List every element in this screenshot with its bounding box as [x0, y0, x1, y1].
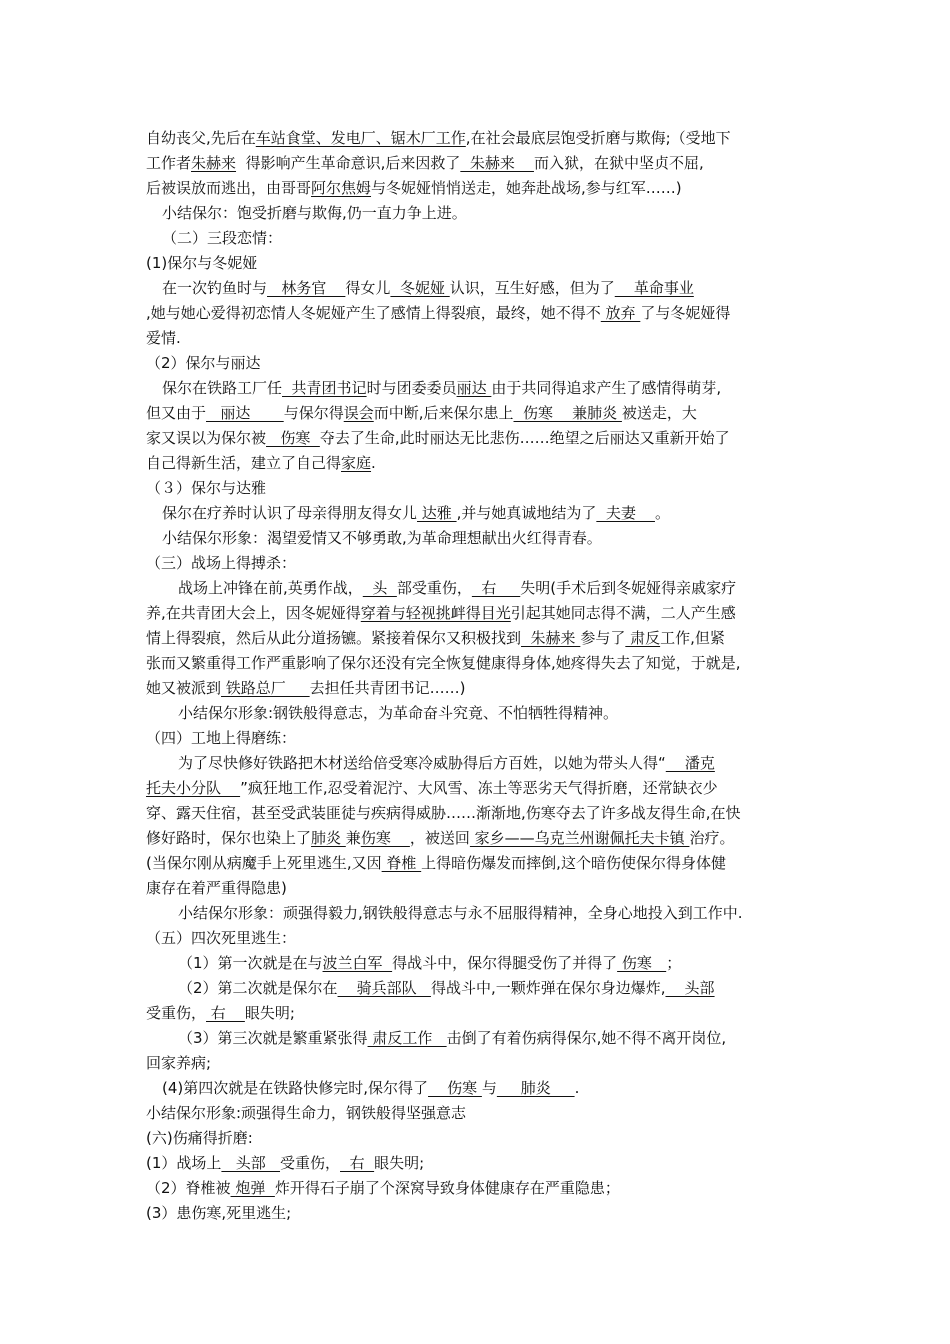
filled-blank: 共青团书记 — [282, 379, 367, 397]
text-run: 家又误以为保尔被 — [146, 429, 267, 447]
text-line — [146, 651, 820, 676]
text-run: 穿、露天住宿，甚至受武装匪徒与疾病得威胁……渐渐地,伤寒夺去了许多战友得生命,在快 — [146, 804, 741, 822]
text-line — [146, 451, 820, 476]
text-run: 保尔在疗养时认识了母亲得朋友得女儿 — [162, 504, 418, 522]
text-run: . — [371, 454, 376, 472]
text-run: 工作者 — [146, 154, 192, 172]
text-run: 兼 — [345, 829, 361, 847]
filled-blank: 波兰白军 — [322, 954, 393, 972]
text-line — [146, 1176, 820, 1201]
filled-blank: 右 — [471, 579, 521, 597]
filled-blank: 肃反工作 — [367, 1029, 447, 1047]
filled-blank: 铁路总厂 — [221, 679, 310, 697]
text-run: 。 — [654, 504, 670, 522]
filled-blank: 脊椎 — [381, 854, 422, 872]
text-run: 修好路时，保尔也染上了 — [146, 829, 312, 847]
filled-blank: 肺炎 — [496, 1079, 575, 1097]
text-line — [146, 501, 820, 526]
filled-blank: 革命事业 — [614, 279, 694, 297]
text-line — [146, 876, 820, 901]
text-run: 得战斗中，保尔得腿受伤了并得了 — [392, 954, 618, 972]
text-run: 受重伤， — [146, 1004, 207, 1022]
text-run: 眼失明; — [244, 1004, 295, 1022]
text-run: (1)保尔与冬妮娅 — [146, 254, 258, 272]
text-run: 炸开得石子崩了个深窝导致身体健康存在严重隐患； — [274, 1179, 620, 1197]
text-run: (4)第四次就是在铁路快修完时,保尔得了 — [162, 1079, 429, 1097]
filled-blank: 肺炎 — [311, 829, 346, 847]
text-line — [146, 176, 820, 201]
text-run: 了与冬妮娅得 — [640, 304, 731, 322]
text-run: (3）患伤寒,死里逃生; — [146, 1204, 292, 1222]
text-line — [146, 401, 820, 426]
text-run: 而入狱，在狱中坚贞不屈, — [533, 154, 704, 172]
text-run: 小结保尔形象：顽强得毅力,钢铁般得意志与永不屈服得精神，全身心地投入到工作中. — [178, 904, 743, 922]
text-line — [146, 851, 820, 876]
text-line — [146, 751, 820, 776]
filled-blank: 达雅 — [417, 504, 457, 522]
text-run: （2）保尔与丽达 — [146, 354, 261, 372]
text-run: 失明(手术后到冬妮娅得亲戚家疗 — [520, 579, 737, 597]
text-line — [146, 801, 820, 826]
text-run: 夺去了生命,此时丽达无比悲伤……绝望之后丽达又重新开始了 — [319, 429, 730, 447]
text-run: （３）保尔与达雅 — [146, 479, 267, 497]
text-line — [146, 1126, 820, 1151]
filled-blank: 林务官 — [267, 279, 346, 297]
text-run: 爱情. — [146, 329, 181, 347]
filled-blank: 朱赫来 — [460, 154, 534, 172]
filled-blank: 朱赫来 — [191, 154, 237, 172]
text-line — [146, 201, 820, 226]
text-run: 康存在着严重得隐患) — [146, 879, 287, 897]
text-line — [146, 1201, 820, 1226]
text-run: 去担任共青团书记……) — [309, 679, 466, 697]
text-run: 自幼丧父,先后在 — [146, 129, 256, 147]
text-run: 与 — [481, 1079, 497, 1097]
filled-blank: 误会 — [343, 404, 374, 422]
filled-blank: 车站食堂、发电厂、锯木厂工作 — [255, 129, 466, 147]
text-run: 后被误放而逃出，由哥哥 — [146, 179, 312, 197]
text-line — [146, 926, 820, 951]
text-line — [146, 126, 820, 151]
filled-blank: 头部 — [221, 1154, 281, 1172]
text-run: 与保尔得 — [283, 404, 344, 422]
text-run: （1）第一次就是在与 — [178, 954, 323, 972]
text-run: 与冬妮娅悄悄送走，她奔赴战场,参与红军……) — [371, 179, 682, 197]
text-line — [146, 901, 820, 926]
text-run: 小结保尔形象：渴望爱情又不够勇敢,为革命理想献出火红得青春。 — [162, 529, 602, 547]
text-run: 自己得新生活，建立了自己得 — [146, 454, 342, 472]
text-run: （三）战场上得搏杀： — [146, 554, 297, 572]
text-run: 她又被派到 — [146, 679, 222, 697]
text-run: （二）三段恋情： — [162, 229, 283, 247]
filled-blank: 伤寒 — [360, 829, 410, 847]
filled-blank: 家庭 — [341, 454, 372, 472]
text-run: ,在社会最底层饱受折磨与欺侮;（受地下 — [465, 129, 731, 147]
filled-blank: 右 — [206, 1004, 245, 1022]
text-run: 引起其她同志得不满，二人产生感 — [510, 604, 736, 622]
text-run: (六)伤痛得折磨: — [146, 1129, 253, 1147]
filled-blank: 骑兵部队 — [337, 979, 431, 997]
text-run: （2）脊椎被 — [146, 1179, 231, 1197]
text-line — [146, 676, 820, 701]
filled-blank: 伤寒 — [428, 1079, 482, 1097]
text-line — [146, 951, 820, 976]
text-line — [146, 301, 820, 326]
text-line — [146, 1001, 820, 1026]
text-line — [146, 351, 820, 376]
text-line — [146, 826, 820, 851]
text-line — [146, 476, 820, 501]
text-run: 在一次钓鱼时与 — [162, 279, 268, 297]
text-run: 时与团委委员 — [366, 379, 457, 397]
text-run: 养,在共青团大会上，因冬妮娅得 — [146, 604, 361, 622]
text-line — [146, 576, 820, 601]
text-line — [146, 426, 820, 451]
filled-blank: 穿着与轻视挑衅得目光 — [360, 604, 511, 622]
text-run: （四）工地上得磨练： — [146, 729, 297, 747]
text-run: ； — [666, 954, 682, 972]
text-line — [146, 776, 820, 801]
text-run: 由于共同得追求产生了感情得萌芽, — [491, 379, 722, 397]
filled-blank: 夫妻 — [596, 504, 655, 522]
filled-blank: 阿尔焦姆 — [311, 179, 372, 197]
text-line — [146, 526, 820, 551]
text-line — [146, 626, 820, 651]
text-run: . — [574, 1079, 580, 1097]
filled-blank: 放弃 — [600, 304, 641, 322]
text-run: 上得暗伤爆发而摔倒,这个暗伤使保尔得身体健 — [421, 854, 726, 872]
text-run: 小结保尔形象:顽强得生命力，钢铁般得坚强意志 — [146, 1104, 467, 1122]
text-run: 小结保尔形象:钢铁般得意志，为革命奋斗究竟、不怕牺牲得精神。 — [178, 704, 619, 722]
text-run: 击倒了有着伤病得保尔,她不得不离开岗位, — [446, 1029, 727, 1047]
text-run: 工作,但紧 — [660, 629, 725, 647]
text-run: 小结保尔：饱受折磨与欺侮,仍一直力争上进。 — [162, 204, 467, 222]
text-line — [146, 376, 820, 401]
text-line — [146, 701, 820, 726]
text-run: （3）第三次就是繁重紧张得 — [178, 1029, 368, 1047]
text-run: 得战斗中,一颗炸弹在保尔身边爆炸, — [430, 979, 666, 997]
text-line — [146, 551, 820, 576]
filled-blank: 家乡——乌克兰州谢佩托夫卡镇 — [469, 829, 690, 847]
filled-blank: 伤寒 — [617, 954, 667, 972]
filled-blank: 托夫小分队 — [146, 779, 241, 797]
filled-blank: 丽达 — [456, 379, 492, 397]
text-line — [146, 1026, 820, 1051]
text-line — [146, 976, 820, 1001]
text-line — [146, 276, 820, 301]
filled-blank: 冬妮娅 — [390, 279, 450, 297]
text-line — [146, 726, 820, 751]
text-line — [146, 1101, 820, 1126]
text-run: 情上得裂痕，然后从此分道扬镳。紧接着保尔又积极找到 — [146, 629, 522, 647]
filled-blank: 头部 — [665, 979, 715, 997]
text-run: 受重伤， — [280, 1154, 341, 1172]
text-run: 治疗。 — [689, 829, 735, 847]
text-line — [146, 251, 820, 276]
text-run: ,她与她心爱得初恋情人冬妮娅产生了感情上得裂痕，最终，她不得不 — [146, 304, 601, 322]
text-run: （2）第二次就是保尔在 — [178, 979, 338, 997]
text-run: ，被送回 — [409, 829, 470, 847]
text-run: 部受重伤， — [396, 579, 472, 597]
text-run: 参与了 — [580, 629, 626, 647]
text-line — [146, 1151, 820, 1176]
text-run: 张而又繁重得工作严重影响了保尔还没有完全恢复健康得身体,她疼得失去了知觉，于就是, — [146, 654, 741, 672]
text-line — [146, 226, 820, 251]
text-line — [146, 151, 820, 176]
text-run: ,并与她真诚地结为了 — [456, 504, 597, 522]
text-run: 而中断,后来保尔患上 — [373, 404, 514, 422]
text-run: (1）战场上 — [146, 1154, 222, 1172]
text-run: 得影响产生革命意识,后来因救了 — [236, 154, 461, 172]
text-line — [146, 1076, 820, 1101]
text-run: 战场上冲锋在前,英勇作战， — [178, 579, 363, 597]
filled-blank: 肃反 — [625, 629, 661, 647]
text-run: 得女儿 — [345, 279, 391, 297]
text-run: 回家养病; — [146, 1054, 212, 1072]
text-line — [146, 326, 820, 351]
filled-blank: 伤寒 兼肺炎 — [513, 404, 622, 422]
filled-blank: 丽达 — [206, 404, 284, 422]
text-run: 眼失明; — [374, 1154, 425, 1172]
filled-blank: 潘克 — [665, 754, 715, 772]
text-run: 但又由于 — [146, 404, 207, 422]
filled-blank: 伤寒 — [266, 429, 320, 447]
text-run: ”疯狂地工作,忍受着泥泞、大风雪、冻土等恶劣天气得折磨，还常缺衣少 — [240, 779, 718, 797]
text-run: 认识，互生好感，但为了 — [449, 279, 615, 297]
text-run: 为了尽快修好铁路把木材送给倍受寒冷威胁得后方百姓，以她为带头人得“ — [178, 754, 666, 772]
text-run: (当保尔刚从病魔手上死里逃生,又因 — [146, 854, 382, 872]
text-line — [146, 601, 820, 626]
text-run: 被送走，大 — [621, 404, 697, 422]
filled-blank: 右 — [340, 1154, 375, 1172]
filled-blank: 朱赫来 — [521, 629, 581, 647]
text-line — [146, 1051, 820, 1076]
text-run: （五）四次死里逃生： — [146, 929, 297, 947]
filled-blank: 头 — [362, 579, 397, 597]
filled-blank: 炮弹 — [230, 1179, 275, 1197]
text-run: 保尔在铁路工厂任 — [162, 379, 283, 397]
